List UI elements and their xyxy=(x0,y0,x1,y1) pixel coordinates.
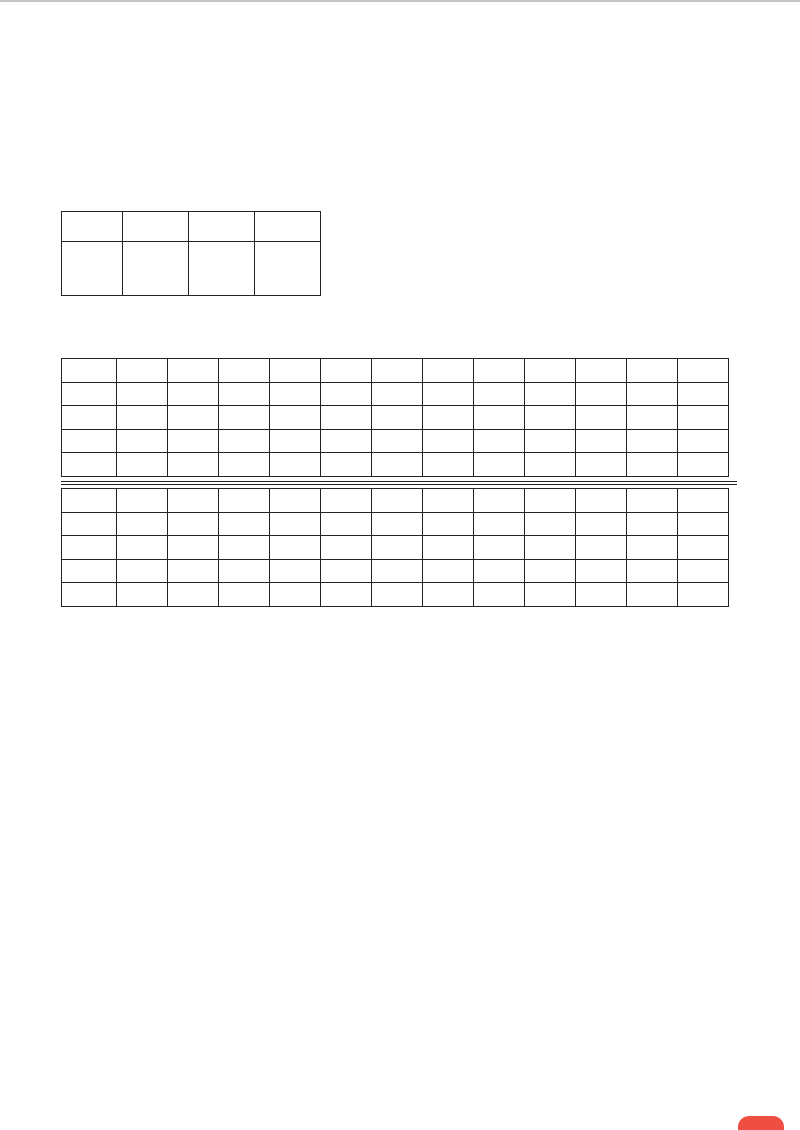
enumeration-cell xyxy=(270,382,321,406)
dist-value-cell xyxy=(189,242,255,296)
enumeration-row-label xyxy=(62,406,117,430)
enumeration-cell xyxy=(321,429,372,453)
enumeration-cell xyxy=(270,489,321,513)
enumeration-cell xyxy=(474,382,525,406)
enumeration-cell xyxy=(270,583,321,607)
enumeration-cell xyxy=(423,429,474,453)
enumeration-row-label xyxy=(62,359,117,383)
enumeration-cell xyxy=(372,429,423,453)
enumeration-row xyxy=(62,429,729,453)
dist-header-cell xyxy=(255,212,321,242)
enumeration-cell xyxy=(678,512,729,536)
enumeration-cell xyxy=(168,512,219,536)
enumeration-cell xyxy=(474,583,525,607)
enumeration-row xyxy=(62,453,729,477)
enumeration-cell xyxy=(168,429,219,453)
enumeration-cell xyxy=(270,359,321,383)
enumeration-cell xyxy=(627,583,678,607)
enumeration-cell xyxy=(117,382,168,406)
enumeration-cell xyxy=(627,406,678,430)
enumeration-cell xyxy=(219,559,270,583)
enumeration-cell xyxy=(525,489,576,513)
enumeration-cell xyxy=(576,359,627,383)
enumeration-row xyxy=(62,512,729,536)
enumeration-cell xyxy=(423,583,474,607)
enumeration-row xyxy=(62,382,729,406)
enumeration-cell xyxy=(678,359,729,383)
enumeration-cell xyxy=(372,382,423,406)
enumeration-cell xyxy=(627,559,678,583)
enumeration-cell xyxy=(219,406,270,430)
distribution-table xyxy=(61,211,321,296)
enumeration-cell xyxy=(423,382,474,406)
enumeration-cell xyxy=(525,512,576,536)
enumeration-row xyxy=(62,536,729,560)
enumeration-cell xyxy=(219,489,270,513)
enumeration-cell xyxy=(117,359,168,383)
dist-value-cell xyxy=(62,242,123,296)
enumeration-cell xyxy=(576,382,627,406)
enumeration-cell xyxy=(219,382,270,406)
enumeration-cell xyxy=(168,559,219,583)
enumeration-cell xyxy=(219,359,270,383)
enumeration-row-label xyxy=(62,559,117,583)
enumeration-cell xyxy=(423,406,474,430)
enumeration-cell xyxy=(423,489,474,513)
enumeration-cell xyxy=(117,583,168,607)
enumeration-row-label xyxy=(62,382,117,406)
enumeration-cell xyxy=(627,382,678,406)
enumeration-table-bottom xyxy=(61,488,729,607)
enumeration-cell xyxy=(678,406,729,430)
enumeration-cell xyxy=(219,512,270,536)
enumeration-row xyxy=(62,359,729,383)
enumeration-cell xyxy=(627,512,678,536)
enumeration-cell xyxy=(474,559,525,583)
enumeration-cell xyxy=(270,512,321,536)
enumeration-row-label xyxy=(62,453,117,477)
enumeration-cell xyxy=(117,489,168,513)
page-footer xyxy=(288,1044,344,1059)
enumeration-row-label xyxy=(62,489,117,513)
enumeration-cell xyxy=(474,359,525,383)
enumeration-cell xyxy=(678,382,729,406)
enumeration-cell xyxy=(270,536,321,560)
enumeration-cell xyxy=(678,453,729,477)
enumeration-cell xyxy=(372,583,423,607)
enumeration-cell xyxy=(168,583,219,607)
enumeration-cell xyxy=(321,583,372,607)
top-rule xyxy=(0,0,800,2)
enumeration-cell xyxy=(117,512,168,536)
enumeration-cell xyxy=(219,536,270,560)
conclusion-reasoning-line xyxy=(68,890,740,914)
enumeration-cell xyxy=(423,453,474,477)
enumeration-cell xyxy=(627,489,678,513)
enumeration-cell xyxy=(372,559,423,583)
enumeration-cell xyxy=(321,512,372,536)
enumeration-cell xyxy=(627,429,678,453)
enumeration-cell xyxy=(576,536,627,560)
enumeration-cell xyxy=(270,559,321,583)
enumeration-cell xyxy=(525,382,576,406)
enumeration-row xyxy=(62,559,729,583)
enumeration-cell xyxy=(372,512,423,536)
enumeration-cell xyxy=(423,536,474,560)
enumeration-cell xyxy=(423,559,474,583)
enumeration-cell xyxy=(270,429,321,453)
enumeration-cell xyxy=(117,453,168,477)
enumeration-cell xyxy=(525,583,576,607)
enumeration-cell xyxy=(474,536,525,560)
enumeration-cell xyxy=(474,429,525,453)
enumeration-cell xyxy=(576,512,627,536)
enumeration-cell xyxy=(168,536,219,560)
enumeration-cell xyxy=(219,453,270,477)
enumeration-cell xyxy=(576,453,627,477)
enumeration-table-top xyxy=(61,358,729,477)
table-double-rule xyxy=(61,481,737,485)
enumeration-cell xyxy=(678,489,729,513)
distribution-value-row xyxy=(62,242,321,296)
distribution-header-row xyxy=(62,212,321,242)
enumeration-cell xyxy=(168,489,219,513)
enumeration-cell xyxy=(678,583,729,607)
enumeration-cell xyxy=(168,359,219,383)
enumeration-cell xyxy=(219,583,270,607)
dist-header-cell xyxy=(62,212,123,242)
enumeration-cell xyxy=(627,536,678,560)
enumeration-cell xyxy=(321,453,372,477)
enumeration-cell xyxy=(372,359,423,383)
enumeration-cell xyxy=(576,559,627,583)
enumeration-cell xyxy=(423,359,474,383)
enumeration-cell xyxy=(117,559,168,583)
enumeration-cell xyxy=(474,406,525,430)
enumeration-cell xyxy=(525,453,576,477)
enumeration-cell xyxy=(576,406,627,430)
enumeration-cell xyxy=(372,453,423,477)
enumeration-cell xyxy=(525,406,576,430)
enumeration-cell xyxy=(627,359,678,383)
enumeration-cell xyxy=(168,382,219,406)
enumeration-cell xyxy=(321,382,372,406)
enumeration-cell xyxy=(321,559,372,583)
enumeration-cell xyxy=(576,489,627,513)
enumeration-cell xyxy=(321,536,372,560)
enumeration-cell xyxy=(474,453,525,477)
enumeration-cell xyxy=(117,536,168,560)
enumeration-cell xyxy=(321,489,372,513)
enumeration-row-label xyxy=(62,429,117,453)
enumeration-cell xyxy=(168,406,219,430)
enumeration-cell xyxy=(219,429,270,453)
enumeration-cell xyxy=(117,429,168,453)
enumeration-cell xyxy=(372,536,423,560)
dist-header-cell xyxy=(123,212,189,242)
enumeration-cell xyxy=(270,453,321,477)
dist-header-cell xyxy=(189,212,255,242)
enumeration-cell xyxy=(270,406,321,430)
enumeration-cell xyxy=(525,559,576,583)
dist-value-cell xyxy=(123,242,189,296)
enumeration-cell xyxy=(168,453,219,477)
enumeration-row-label xyxy=(62,536,117,560)
enumeration-row-label xyxy=(62,583,117,607)
enumeration-cell xyxy=(678,559,729,583)
enumeration-cell xyxy=(423,512,474,536)
enumeration-cell xyxy=(525,429,576,453)
enumeration-cell xyxy=(474,489,525,513)
enumeration-cell xyxy=(525,536,576,560)
enumeration-row xyxy=(62,583,729,607)
enumeration-cell xyxy=(474,512,525,536)
enumeration-cell xyxy=(627,453,678,477)
enumeration-cell xyxy=(321,359,372,383)
enumeration-cell xyxy=(321,406,372,430)
enumeration-cell xyxy=(678,429,729,453)
enumeration-cell xyxy=(372,489,423,513)
enumeration-cell xyxy=(576,583,627,607)
enumeration-cell xyxy=(525,359,576,383)
enumeration-cell xyxy=(576,429,627,453)
enumeration-cell xyxy=(117,406,168,430)
enumeration-cell xyxy=(372,406,423,430)
enumeration-row-label xyxy=(62,512,117,536)
dist-value-cell xyxy=(255,242,321,296)
enumeration-row xyxy=(62,406,729,430)
enumeration-row xyxy=(62,489,729,513)
corner-tab-button[interactable] xyxy=(738,1116,784,1130)
enumeration-cell xyxy=(678,536,729,560)
